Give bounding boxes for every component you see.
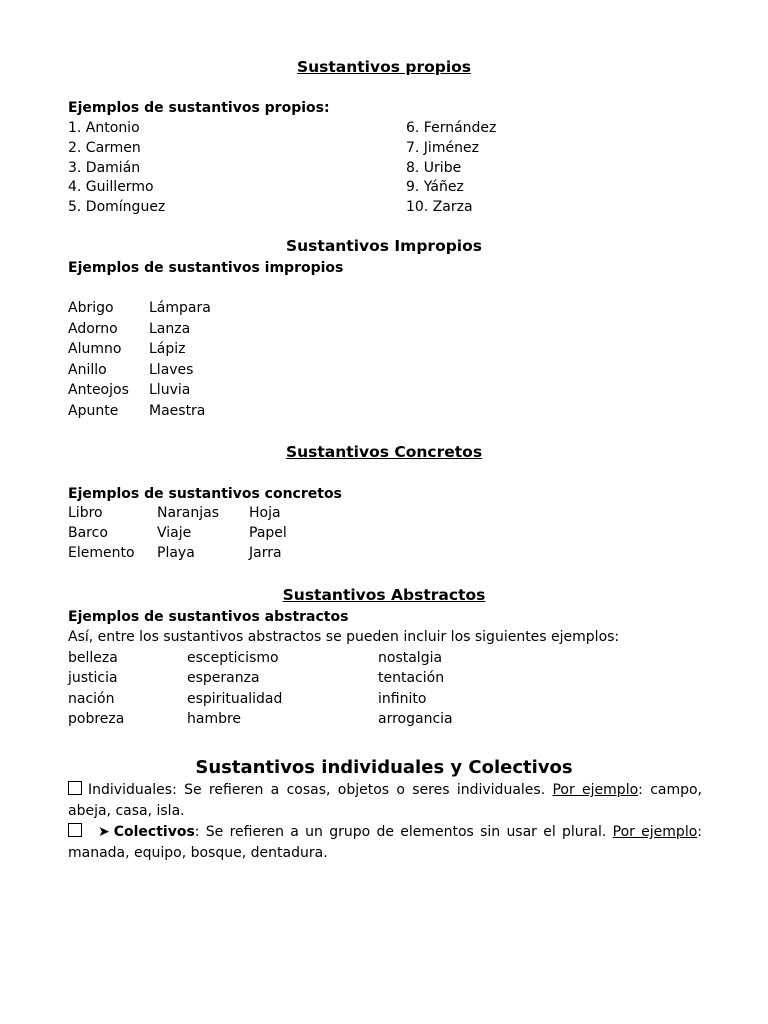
- list-item: Naranjas: [157, 505, 220, 521]
- colectivos-paragraph: [68, 822, 702, 864]
- list-item: 4. Guillermo: [68, 179, 154, 196]
- list-item: arrogancia: [378, 710, 453, 727]
- list-item: Playa: [157, 544, 195, 561]
- list-item: Abrigo: [68, 300, 114, 316]
- list-item: espiritualidad: [187, 690, 283, 707]
- individuales-paragraph: [68, 780, 702, 822]
- checkbox-icon: [68, 823, 82, 837]
- subtitle-abstractos: Ejemplos de sustantivos abstractos: [68, 609, 349, 625]
- individuales-examples: : campo, abeja, casa, isla.: [68, 782, 703, 819]
- list-item: 2. Carmen: [68, 139, 141, 156]
- list-item: Lápiz: [149, 341, 186, 358]
- checkbox-icon: [68, 781, 82, 795]
- colectivos-label: Colectivos: [113, 824, 195, 840]
- list-item: 10. Zarza: [406, 199, 473, 216]
- section-title-concretos: Sustantivos Concretos: [285, 443, 483, 461]
- por-ejemplo-label: Por ejemplo: [612, 824, 698, 840]
- list-item: Llaves: [149, 361, 194, 378]
- list-item: Lámpara: [149, 300, 211, 316]
- list-item: Elemento: [68, 544, 135, 561]
- section-title-individuales: Sustantivos individuales y Colectivos: [195, 757, 573, 778]
- list-item: Jarra: [249, 544, 282, 561]
- por-ejemplo-label: Por ejemplo: [552, 782, 639, 798]
- list-item: infinito: [378, 690, 427, 707]
- list-item: nación: [68, 690, 115, 707]
- list-item: tentación: [378, 670, 445, 687]
- list-item: escepticismo: [187, 650, 279, 666]
- list-item: Adorno: [68, 320, 118, 337]
- list-item: 7. Jiménez: [406, 139, 479, 156]
- section-title-propios: Sustantivos propios: [296, 58, 472, 76]
- list-item: Libro: [68, 505, 103, 521]
- list-item: pobreza: [68, 710, 125, 727]
- arrow-right-icon: ➤: [98, 824, 110, 840]
- abstractos-intro: Así, entre los sustantivos abstractos se pueden incluir los siguientes ejemplos:: [68, 629, 620, 645]
- list-item: Hoja: [249, 505, 281, 521]
- list-item: nostalgia: [378, 650, 443, 666]
- list-item: Barco: [68, 524, 108, 541]
- list-item: Lluvia: [149, 382, 191, 399]
- section-title-abstractos: Sustantivos Abstractos: [282, 586, 486, 604]
- list-item: 5. Domínguez: [68, 199, 166, 216]
- list-item: 3. Damián: [68, 159, 141, 176]
- list-item: Viaje: [157, 524, 192, 541]
- list-item: justicia: [68, 670, 118, 687]
- list-item: esperanza: [187, 670, 260, 687]
- list-item: Lanza: [149, 320, 191, 337]
- subtitle-propios: Ejemplos de sustantivos propios:: [68, 100, 330, 116]
- section-title-impropios: Sustantivos Impropios: [285, 237, 482, 255]
- individuales-text: Individuales: Se refieren a cosas, objetos o seres individuales.: [88, 782, 553, 798]
- list-item: 6. Fernández: [406, 120, 497, 136]
- colectivos-text: : Se refieren a un grupo de elementos sin usar el plural.: [194, 824, 613, 840]
- list-item: belleza: [68, 650, 118, 666]
- list-item: Maestra: [149, 403, 206, 419]
- list-item: 8. Uribe: [406, 159, 462, 176]
- subtitle-impropios: Ejemplos de sustantivos impropios: [68, 260, 344, 276]
- list-item: 1. Antonio: [68, 120, 140, 136]
- list-item: Alumno: [68, 341, 122, 358]
- list-item: Anillo: [68, 361, 107, 378]
- list-item: Apunte: [68, 403, 119, 419]
- list-item: 9. Yáñez: [406, 179, 464, 196]
- list-item: hambre: [187, 710, 242, 727]
- colectivos-examples: : manada, equipo, bosque, dentadura.: [68, 824, 702, 861]
- subtitle-concretos: Ejemplos de sustantivos concretos: [68, 486, 342, 502]
- list-item: Anteojos: [68, 382, 129, 399]
- list-item: Papel: [249, 524, 287, 541]
